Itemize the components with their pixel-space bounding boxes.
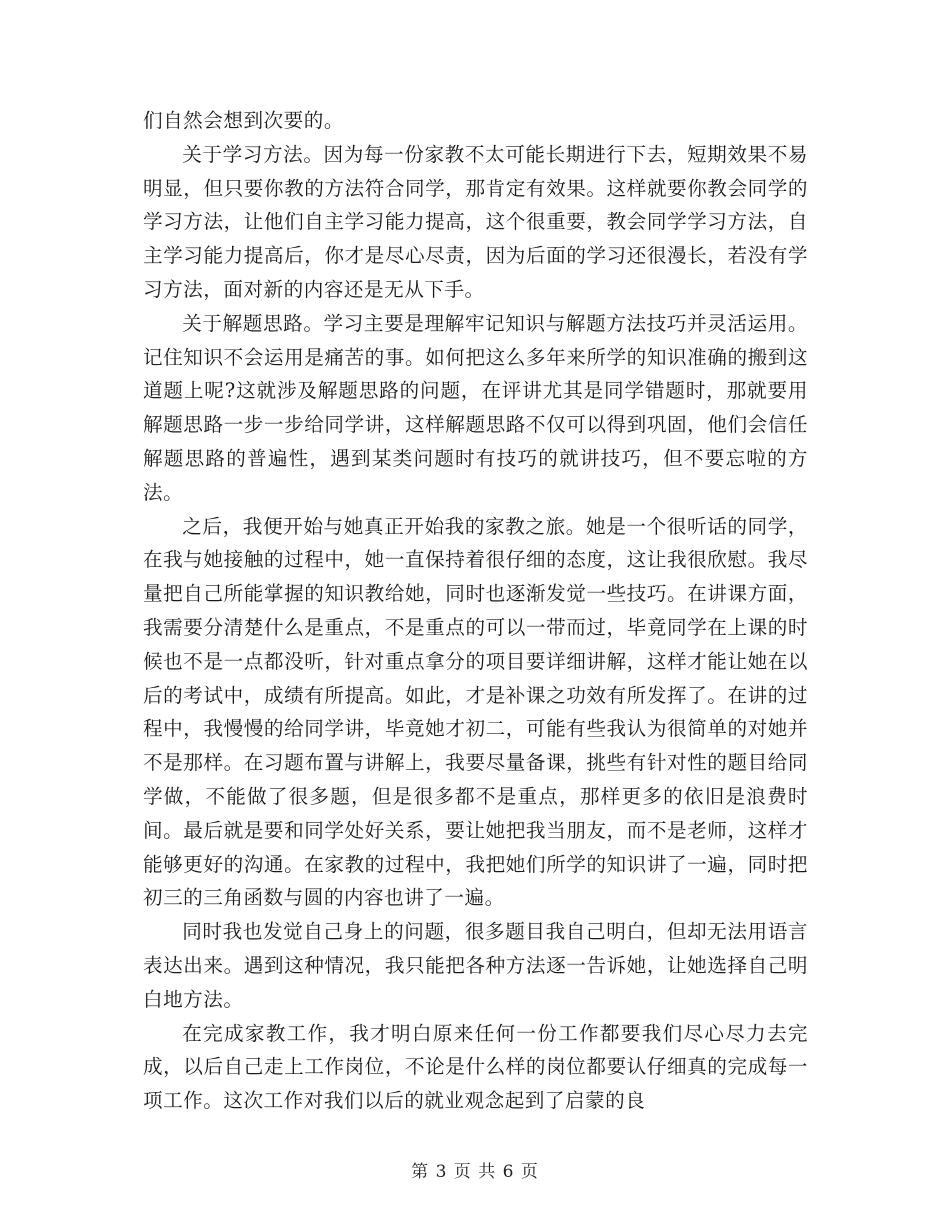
paragraph-conclusion: 在完成家教工作，我才明白原来任何一份工作都要我们尽心尽力去完成，以后自己走上工作岗位，不论是什么样的岗位都要认仔细真的完成每一项工作。这次工作对我们以后的就业观念起到了启蒙的良 [143,1021,808,1113]
paragraph-problem-solving: 关于解题思路。学习主要是理解牢记知识与解题方法技巧并灵活运用。记住知识不会运用是痛苦的事。如何把这么多年来所学的知识准确的搬到这道题上呢?这就涉及解题思路的问题，在评讲尤其是同学错题时，那就要用解题思路一步一步给同学讲，这样解题思路不仅可以得到巩固，他们会信任解题思路的普遍性，遇到某类问题时有技巧的就讲技巧，但不要忘啦的方法。 [143,311,808,504]
paragraph-study-methods: 关于学习方法。因为每一份家教不太可能长期进行下去，短期效果不易明显，但只要你教的方法符合同学，那肯定有效果。这样就要你教会同学的学习方法，让他们自主学习能力提高，这个很重要，教会同学学习方法，自主学习能力提高后，你才是尽心尽责，因为后面的学习还很漫长，若没有学习方法，面对新的内容还是无从下手。 [143,142,808,301]
paragraph-tutoring-journey: 之后，我便开始与她真正开始我的家教之旅。她是一个很听话的同学，在我与她接触的过程中，她一直保持着很仔细的态度，这让我很欣慰。我尽量把自己所能掌握的知识教给她，同时也逐渐发觉一些技巧。在讲课方面，我需要分清楚什么是重点，不是重点的可以一带而过，毕竟同学在上课的时候也不是一点都没听，针对重点拿分的项目要详细讲解，这样才能让她在以后的考试中，成绩有所提高。如此，才是补课之功效有所发挥了。在讲的过程中，我慢慢的给同学讲，毕竟她才初二，可能有些我认为很简单的对她并不是那样。在习题布置与讲解上，我要尽量备课，挑些有针对性的题目给同学做，不能做了很多题，但是很多都不是重点，那样更多的依旧是浪费时间。最后就是要和同学处好关系，要让她把我当朋友，而不是老师，这样才能够更好的沟通。在家教的过程中，我把她们所学的知识讲了一遍，同时把初三的三角函数与圆的内容也讲了一遍。 [143,514,808,910]
document-body [143,104,808,1118]
paragraph-self-reflection: 同时我也发觉自己身上的问题，很多题目我自己明白，但却无法用语言表达出来。遇到这种情况，我只能把各种方法逐一告诉她，让她选择自己明白地方法。 [143,920,808,1011]
page-number-footer: 第 3 页 共 6 页 [411,1162,539,1182]
paragraph-continuation: 们自然会想到次要的。 [143,109,344,132]
